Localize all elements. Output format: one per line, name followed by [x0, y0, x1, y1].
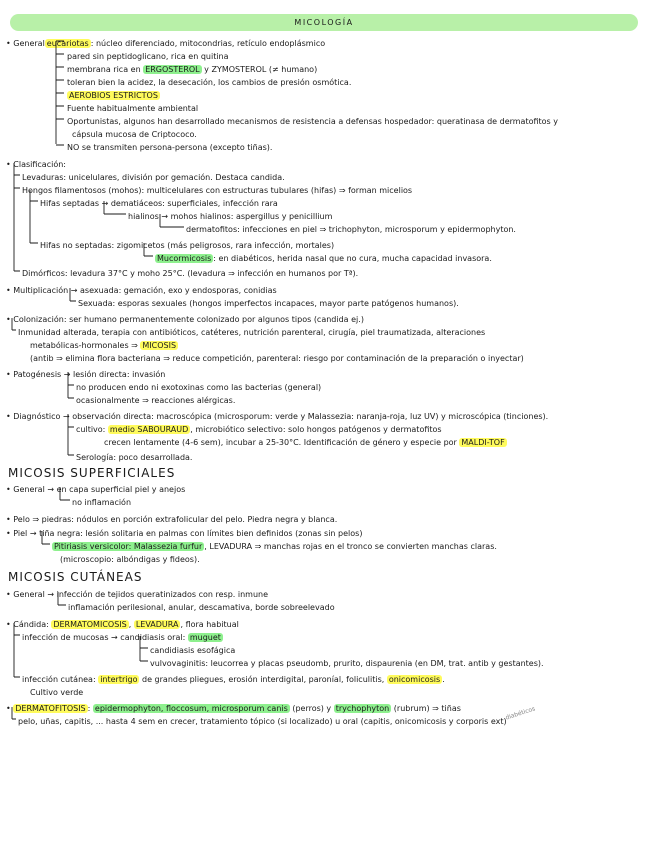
highlighted-term: LEVADURA	[135, 620, 179, 629]
note-line	[76, 395, 235, 406]
note-line	[186, 224, 516, 235]
note-line	[78, 298, 459, 309]
note-text: Hongos filamentosos (mohos): multicelulares con estructuras tubulares (hifas) ⇒ forman micelios	[22, 186, 413, 195]
note-line	[6, 619, 239, 630]
margin-note: diabéticos	[504, 705, 537, 722]
note-line	[22, 172, 285, 183]
note-text: dermatofitos: infecciones en piel ⇒ trichophyton, microsporum y epidermophyton.	[186, 225, 516, 234]
note-line	[67, 77, 351, 88]
highlighted-term: muguet	[189, 633, 221, 642]
note-line	[72, 129, 197, 140]
highlighted-term: medio SABOURAUD	[109, 425, 189, 434]
note-line	[6, 484, 185, 495]
note-line	[52, 541, 497, 552]
note-text: MICOSIS SUPERFICIALES	[8, 466, 176, 480]
note-text: Hifas no septadas: zigomicetos (más peligrosos, rara infección, mortales)	[40, 241, 335, 250]
note-text: • Cándida:	[6, 620, 52, 629]
note-text: no producen endo ni exotoxinas como las bacterias (general)	[76, 383, 322, 392]
note-text: , LEVADURA ⇒ manchas rojas en el tronco se convierten manchas claras.	[204, 542, 497, 551]
note-text: infección de mucosas	[22, 633, 109, 642]
note-text: : en diabéticos, herida nasal que no cura, mucha capacidad invasora.	[213, 254, 492, 263]
note-text: cápsula mucosa de Criptococo.	[72, 130, 197, 139]
note-text: pelo, uñas, capitis, ... hasta 4 sem en crecer, tratamiento tópico (si localizado) u oral (capitis, onicomicosis y corporis ext)	[18, 717, 507, 726]
arrow-icon: →	[68, 286, 81, 295]
note-line	[40, 240, 334, 251]
note-text: inflamación perilesional, anular, descamativa, borde sobreelevado	[68, 603, 335, 612]
note-text: Serología: poco desarrollada.	[76, 453, 193, 462]
note-line	[22, 674, 445, 685]
note-line	[104, 437, 507, 448]
note-text: lesión directa: invasión	[73, 370, 166, 379]
note-line	[67, 51, 229, 62]
note-text: candidiasis oral:	[120, 633, 188, 642]
note-line	[18, 327, 485, 338]
highlighted-term: DERMATOFITOSIS	[15, 704, 86, 713]
arrow-icon: →	[99, 199, 111, 208]
arrow-icon: →	[61, 370, 74, 379]
highlighted-term: epidermophyton, floccosum, microsporum canis	[94, 704, 288, 713]
arrow-icon: →	[158, 212, 171, 221]
section-heading	[8, 466, 175, 481]
note-text: dematiáceos: superficiales, infección rara	[110, 199, 278, 208]
arrow-icon: →	[108, 633, 121, 642]
note-line	[6, 528, 362, 539]
note-text: Cultivo verde	[30, 688, 84, 697]
note-text: (microscopio: albóndigas y fideos).	[60, 555, 200, 564]
note-text: • Diagnóstico	[6, 412, 61, 421]
note-text: observación directa: macroscópica (microsporum: verde y Malassezia: naranja-roja, luz UV) y microscópica (tinciones).	[72, 412, 549, 421]
note-text: asexuada: gemación, exo y endosporas, conidias	[80, 286, 277, 295]
note-text: mohos hialinos: aspergillus y penicillium	[170, 212, 333, 221]
note-text: crecen lentamente (4-6 sem), incubar a 25-30°C. Identificación de género y especie por	[104, 438, 460, 447]
highlighted-term: MALDI-TOF	[461, 438, 505, 447]
note-text: tiña negra: lesión solitaria en palmas con límites bien definidos (zonas sin pelos)	[39, 529, 363, 538]
note-line	[22, 185, 412, 196]
note-line	[150, 645, 235, 656]
note-text: y ZYMOSTEROL (≠ humano)	[201, 65, 318, 74]
page-title: MICOLOGÍA	[294, 18, 354, 27]
highlighted-term: onicomicosis	[388, 675, 441, 684]
note-line	[18, 716, 507, 727]
note-line	[72, 497, 131, 508]
highlighted-term: trychophyton	[335, 704, 390, 713]
note-text: (rubrum) ⇒ tiñas	[391, 704, 461, 713]
note-line	[67, 64, 317, 75]
note-line	[150, 658, 544, 669]
note-text: : núcleo diferenciado, mitocondrias, retículo endoplásmico	[90, 39, 326, 48]
highlighted-term: ERGOSTEROL	[145, 65, 200, 74]
arrow-icon: →	[44, 485, 57, 494]
note-line	[6, 411, 548, 422]
note-line	[67, 116, 558, 127]
note-text: infección de tejidos queratinizados con resp. inmune	[56, 590, 269, 599]
note-text: Dimórficos: levadura 37°C y moho 25°C. (levadura ⇒ infección en humanos por Tª).	[22, 269, 359, 278]
note-line	[60, 554, 200, 565]
note-text: • Colonización: ser humano permanentemente colonizado por algunos tipos (candida ej.)	[6, 315, 364, 324]
note-line	[6, 369, 165, 380]
note-line	[155, 253, 492, 264]
note-text: Hifas septadas	[40, 199, 100, 208]
note-text: en capa superficial piel y anejos	[56, 485, 186, 494]
note-text: cultivo:	[76, 425, 108, 434]
note-line	[76, 424, 442, 435]
note-text: toleran bien la acidez, la desecación, los cambios de presión osmótica.	[67, 78, 352, 87]
note-line	[6, 285, 277, 296]
note-line	[128, 211, 332, 222]
arrow-icon: →	[44, 590, 57, 599]
note-text: Levaduras: unicelulares, división por gemación. Destaca candida.	[22, 173, 285, 182]
note-text: MICOSIS CUTÁNEAS	[8, 570, 143, 584]
note-text: , flora habitual	[180, 620, 239, 629]
note-text: membrana rica en	[67, 65, 144, 74]
note-line	[30, 340, 178, 351]
note-line	[67, 90, 160, 101]
note-text: Sexuada: esporas sexuales (hongos imperfectos incapaces, mayor parte patógenos humanos).	[78, 299, 459, 308]
note-line	[6, 703, 461, 714]
note-text: NO se transmiten persona-persona (excepto tiñas).	[67, 143, 273, 152]
note-text: .	[442, 675, 445, 684]
note-text: hialinos	[128, 212, 159, 221]
note-text: (perros) y	[289, 704, 334, 713]
note-text: (antib ⇒ elimina flora bacteriana ⇒ reduce competición, parenteral: riesgo por contaminación de la preparación o inyectar)	[30, 354, 524, 363]
title-banner	[10, 14, 638, 31]
note-line	[6, 514, 337, 525]
section-heading	[8, 570, 142, 585]
note-line	[68, 602, 335, 613]
note-line	[6, 38, 325, 49]
note-text: metabólicas-hormonales ⇒	[30, 341, 141, 350]
note-line	[6, 159, 66, 170]
note-text: , microbiótico selectivo: solo hongos patógenos y dermatofitos	[190, 425, 442, 434]
note-text: no inflamación	[72, 498, 132, 507]
arrow-icon: →	[27, 529, 40, 538]
note-text: • General	[6, 590, 45, 599]
highlighted-term: MICOSIS	[142, 341, 177, 350]
note-line	[76, 452, 192, 463]
hongos-bracket	[30, 190, 38, 243]
note-line	[30, 353, 524, 364]
candida-bracket	[14, 623, 20, 677]
note-line	[67, 103, 198, 114]
note-line	[22, 632, 223, 643]
note-line	[76, 382, 321, 393]
note-line	[6, 314, 364, 325]
highlighted-term: AEROBIOS ESTRICTOS	[69, 91, 158, 100]
note-line	[40, 198, 278, 209]
note-line	[30, 687, 83, 698]
note-text: candidiasis esofágica	[150, 646, 236, 655]
note-text: ocasionalmente ⇒ reacciones alérgicas.	[76, 396, 236, 405]
note-text: Oportunistas, algunos han desarrollado mecanismos de resistencia a defensas hospedador: queratinasa de dermatofitos y	[67, 117, 558, 126]
note-text: Inmunidad alterada, terapia con antibióticos, catéteres, nutrición parenteral, cirugía, piel traumatizada, alteraciones	[18, 328, 486, 337]
note-text: • Pelo ⇒ piedras: nódulos en porción extrafolicular del pelo. Piedra negra y blanca.	[6, 515, 338, 524]
note-text: de grandes pliegues, erosión interdigital, paroníal, foliculitis,	[139, 675, 387, 684]
highlighted-term: Pitiriasis versicolor: Malassezia furfur	[54, 542, 203, 551]
highlighted-term: eucariotas	[46, 39, 89, 48]
note-text: ,	[128, 620, 134, 629]
highlighted-term: intertrigo	[100, 675, 138, 684]
arrow-icon: →	[60, 412, 73, 421]
note-text: infección cutánea:	[22, 675, 99, 684]
note-text: • General	[6, 485, 45, 494]
note-text: • General	[6, 39, 45, 48]
note-text: :	[87, 704, 93, 713]
note-line	[22, 268, 358, 279]
note-text: • Patogénesis	[6, 370, 62, 379]
note-text: • Piel	[6, 529, 28, 538]
note-text: •	[6, 704, 14, 713]
highlighted-term: DERMATOMICOSIS	[53, 620, 127, 629]
note-text: • Multiplicación	[6, 286, 69, 295]
note-line	[6, 589, 268, 600]
note-line	[67, 142, 272, 153]
note-text: pared sin peptidoglicano, rica en quitina	[67, 52, 229, 61]
note-text: • Clasificación:	[6, 160, 66, 169]
note-text: vulvovaginitis: leucorrea y placas pseudomb, prurito, dispaurenia (en DM, trat. antib y gestantes).	[150, 659, 544, 668]
note-text: Fuente habitualmente ambiental	[67, 104, 199, 113]
highlighted-term: Mucormicosis	[157, 254, 212, 263]
